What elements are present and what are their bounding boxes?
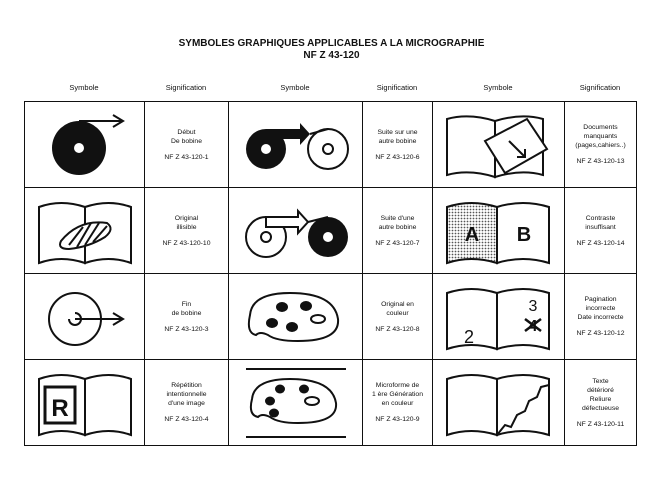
meaning-cell <box>363 102 433 188</box>
meaning-label: Texte détérioré Reliure défectueuse <box>581 377 620 412</box>
meaning-label: Microforme de 1 ère Génération en couleur <box>371 382 423 407</box>
meaning-cell <box>145 274 229 360</box>
meaning-label: Répétition intentionnelle d'une image <box>166 382 207 407</box>
standard-code: NF Z 43-120-9 <box>375 416 420 423</box>
standard-code: NF Z 43-120-6 <box>375 153 420 161</box>
meaning-cell <box>565 188 637 274</box>
reel-end-icon <box>35 279 135 355</box>
meaning-label: Contraste insuffisant <box>585 214 616 231</box>
standard-code: NF Z 43-120-13 <box>576 158 625 165</box>
meaning-label: Suite sur une autre bobine <box>377 128 418 145</box>
header-signification-1: Signification <box>165 83 207 92</box>
symbol-cell <box>433 274 565 360</box>
meaning-cell <box>565 102 637 188</box>
symbol-cell <box>25 188 145 274</box>
symbol-cell <box>433 102 565 188</box>
insufficient-contrast-icon <box>439 193 559 269</box>
table-row <box>25 274 637 360</box>
table-row <box>25 188 637 274</box>
symbol-cell <box>433 188 565 274</box>
letter-a: A <box>464 223 479 246</box>
standard-code: NF Z 43-120-1 <box>164 153 209 161</box>
reel-continue-icon <box>234 107 358 183</box>
meaning-cell <box>145 360 229 446</box>
standard-code: NF Z 43-120-11 <box>576 420 625 428</box>
page-number-right: 3 <box>528 297 537 315</box>
symbol-cell <box>25 274 145 360</box>
standard-code: NF Z 43-120-14 <box>576 239 625 247</box>
color-palette-icon <box>234 279 358 355</box>
wrong-pagination-icon <box>439 279 559 355</box>
meaning-cell <box>145 102 229 188</box>
symbol-cell <box>229 274 363 360</box>
symbol-cell <box>229 360 363 446</box>
standard-code: NF Z 43-120-3 <box>164 325 209 333</box>
table-row <box>25 360 637 446</box>
meaning-cell <box>565 274 637 360</box>
title-line-2: NF Z 43-120 <box>303 50 360 61</box>
standard-code: NF Z 43-120-4 <box>164 416 209 423</box>
meaning-label: Pagination incorrecte Date incorrecte <box>577 296 624 321</box>
table-row <box>25 102 637 188</box>
illegible-original-icon <box>33 193 137 269</box>
color-palette-generation-icon <box>234 363 358 443</box>
symbol-cell <box>25 102 145 188</box>
symbol-cell <box>229 188 363 274</box>
header-symbol-2: Symbole <box>280 83 310 92</box>
meaning-cell <box>565 360 637 446</box>
meaning-label: Original illisible <box>174 214 199 231</box>
reel-start-icon <box>35 107 135 183</box>
meaning-label: Début De bobine <box>171 128 202 145</box>
meaning-label: Documents manquants (pages,cahiers..) <box>575 124 626 149</box>
page-title <box>0 38 663 62</box>
page-number-left: 2 <box>463 326 474 347</box>
meaning-cell <box>363 274 433 360</box>
meaning-label: Suite d'une autre bobine <box>378 214 417 231</box>
damaged-original-icon <box>439 365 559 441</box>
symbols-table <box>24 101 637 446</box>
symbol-cell <box>229 102 363 188</box>
header-signification-2: Signification <box>376 83 418 92</box>
symbol-cell <box>433 360 565 446</box>
standard-code: NF Z 43-120-12 <box>576 330 625 337</box>
meaning-cell <box>145 188 229 274</box>
standard-code: NF Z 43-120-10 <box>162 239 211 247</box>
header-signification-3: Signification <box>579 83 621 92</box>
meaning-cell <box>363 360 433 446</box>
meaning-label: Original en couleur <box>381 300 414 317</box>
standard-code: NF Z 43-120-8 <box>375 325 420 333</box>
reel-continued-from-icon <box>234 193 358 269</box>
standard-code: NF Z 43-120-7 <box>375 239 420 247</box>
repeated-image-icon <box>33 365 137 441</box>
title-line-1: SYMBOLES GRAPHIQUES APPLICABLES A LA MICROGRAPHIE <box>178 38 485 49</box>
meaning-cell <box>363 188 433 274</box>
letter-b: B <box>516 223 531 246</box>
meaning-label: Fin de bobine <box>171 300 202 317</box>
symbol-cell <box>25 360 145 446</box>
letter-r: R <box>50 394 69 422</box>
missing-documents-icon <box>439 107 559 183</box>
header-symbol-3: Symbole <box>483 83 513 92</box>
header-symbol-1: Symbole <box>69 83 99 92</box>
